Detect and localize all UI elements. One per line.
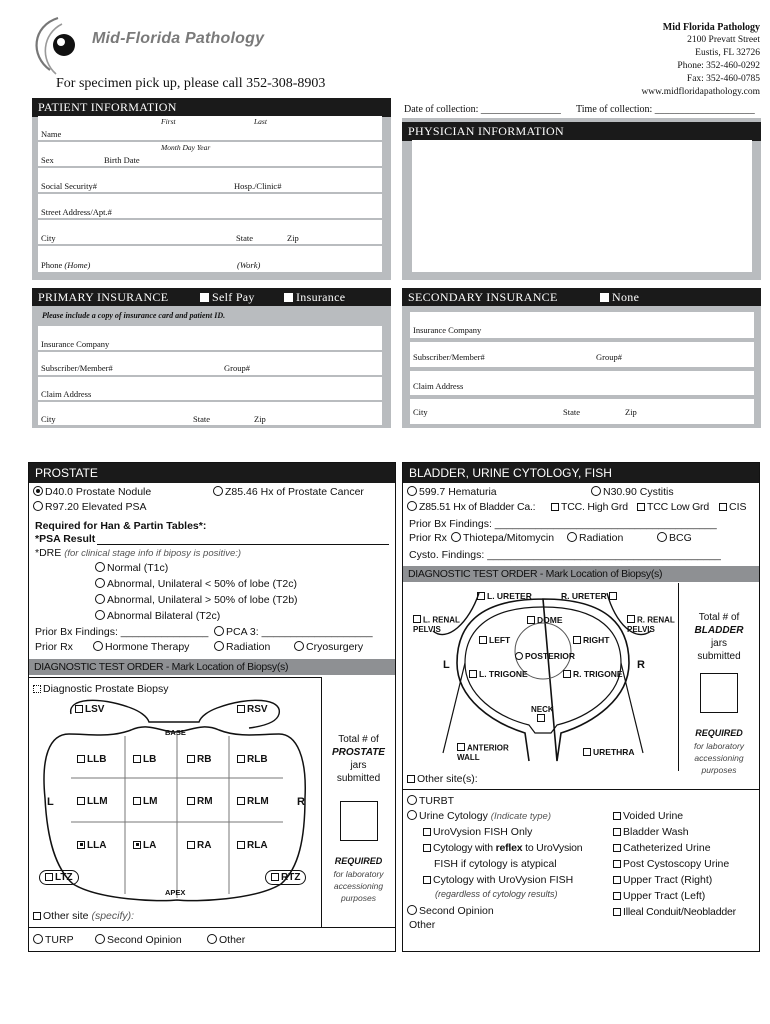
phone-line: Phone: 352-460-0292 — [677, 61, 760, 71]
primary-city-field[interactable]: City State Zip — [38, 402, 382, 425]
upper-tract-right-option[interactable]: Upper Tract (Right) — [613, 874, 712, 886]
self-pay-checkbox[interactable]: Self Pay — [200, 290, 255, 305]
bladder-diagnostic-order-bar: DIAGNOSTIC TEST ORDER - Mark Location of Biopsy(s) — [403, 566, 759, 582]
hematuria-option[interactable]: 599.7 Hematuria — [407, 486, 497, 498]
prostate-diagnostic-order-bar: DIAGNOSTIC TEST ORDER - Mark Location of Biopsy(s) — [29, 659, 395, 675]
prostate-title: PROSTATE — [29, 463, 395, 483]
prior-bx-field[interactable]: Prior Bx Findings: _______________ — [35, 626, 209, 638]
left-wall-site[interactable]: LEFT — [479, 635, 510, 645]
secondary-claim-field[interactable]: Claim Address — [410, 371, 754, 395]
base-label: BASE — [165, 728, 186, 737]
primary-subscriber-field[interactable]: Subscriber/Member# Group# — [38, 352, 382, 375]
required-label: Required for Han & Partin Tables*: — [35, 520, 207, 532]
cysto-findings-field[interactable]: Cysto. Findings: ________________________________________ — [409, 549, 721, 561]
regardless-note: (regardless of cytology results) — [435, 889, 558, 899]
upper-tract-left-option[interactable]: Upper Tract (Left) — [613, 890, 705, 902]
catheterized-urine-option[interactable]: Catheterized Urine — [613, 842, 711, 854]
dome-site[interactable]: DOME — [527, 615, 563, 625]
prostate-panel — [28, 462, 396, 952]
logo-text: Mid-Florida Pathology — [92, 30, 265, 47]
right-wall-site[interactable]: RIGHT — [573, 635, 609, 645]
patient-information-title: PATIENT INFORMATION — [32, 98, 391, 117]
diagnostic-biopsy-option[interactable]: Diagnostic Prostate Biopsy — [33, 683, 168, 695]
prostate-other-option[interactable]: Other — [207, 934, 245, 946]
radiation-option[interactable]: Radiation — [214, 641, 270, 653]
phone-field[interactable]: Phone (Home) (Work) — [38, 246, 382, 272]
date-of-collection[interactable]: Date of collection: ________________ — [404, 104, 561, 115]
lsv-site[interactable]: LSV — [75, 704, 104, 715]
secondary-city-field[interactable]: City State Zip — [410, 399, 754, 424]
dre-label: *DRE (for clinical stage info if biposy is positive:) — [35, 547, 242, 559]
cryosurgery-option[interactable]: Cryosurgery — [294, 641, 363, 653]
prostate-footer — [29, 927, 395, 951]
insurance-checkbox[interactable]: Insurance — [284, 290, 345, 305]
website: www.midfloridapathology.com — [641, 87, 760, 97]
psa-result-field[interactable]: *PSA Result — [35, 533, 389, 545]
prostate-other-site[interactable]: Other site (specify): — [33, 910, 134, 922]
lla-site[interactable]: LLA — [77, 840, 106, 851]
bladder-other-sites[interactable]: Other site(s): — [407, 773, 478, 785]
la-site[interactable]: LA — [133, 840, 156, 851]
dre-bilateral-option[interactable]: Abnormal Bilateral (T2c) — [95, 610, 220, 622]
rtz-site[interactable]: RTZ — [265, 870, 306, 885]
street-field[interactable]: Street Address/Apt.# — [38, 194, 382, 218]
pickup-phone: For specimen pick up, please call 352-308-8903 — [56, 76, 326, 91]
ra-site[interactable]: RA — [187, 840, 211, 851]
logo — [28, 12, 298, 82]
cytology-urovysion-option[interactable]: Cytology with UroVysion FISH — [423, 874, 573, 886]
dre-t2b-option[interactable]: Abnormal, Unilateral > 50% of lobe (T2b) — [95, 594, 298, 606]
lb-site[interactable]: LB — [133, 754, 156, 765]
llb-site[interactable]: LLB — [77, 754, 106, 765]
company-name: Mid Florida Pathology — [662, 22, 760, 33]
none-checkbox[interactable]: None — [600, 290, 639, 305]
dre-normal-option[interactable]: Normal (T1c) — [95, 562, 168, 574]
post-cystoscopy-option[interactable]: Post Cystoscopy Urine — [613, 858, 729, 870]
insurance-note: Please include a copy of insurance card and patient ID. — [42, 311, 226, 320]
tcc-low-option[interactable]: TCC Low Grd — [637, 501, 709, 513]
r-ureter-site[interactable]: R. URETER — [561, 591, 619, 601]
bladder-panel — [402, 462, 760, 952]
address-line-2: Eustis, FL 32726 — [695, 48, 760, 58]
cis-option[interactable]: CIS — [719, 501, 747, 513]
thiotepa-option[interactable]: Thiotepa/Mitomycin — [451, 532, 554, 544]
ileal-conduit-option[interactable]: Illeal Conduit/Neobladder — [613, 906, 736, 918]
voided-urine-option[interactable]: Voided Urine — [613, 810, 683, 822]
secondary-subscriber-field[interactable]: Subscriber/Member# Group# — [410, 342, 754, 367]
address-line-1: 2100 Prevatt Street — [687, 35, 760, 45]
prior-rx-label: Prior Rx — [35, 641, 73, 653]
fax-line: Fax: 352-460-0785 — [686, 74, 760, 84]
sex-birth-field[interactable]: Month Day Year Sex Birth Date — [38, 142, 382, 166]
turp-option[interactable]: TURP — [33, 934, 74, 946]
cytology-reflex-option[interactable]: Cytology with reflex to UroVysion — [423, 842, 582, 854]
prostate-jars-panel: Total # of PROSTATE jars submitted REQUIRED for laboratory accessioning purposes — [332, 734, 385, 903]
d40-option[interactable]: D40.0 Prostate Nodule — [33, 486, 151, 498]
pca3-field[interactable]: PCA 3: ___________________ — [214, 626, 373, 638]
physician-information-title: PHYSICIAN INFORMATION — [402, 122, 761, 141]
z85-option[interactable]: Z85.46 Hx of Prostate Cancer — [213, 486, 364, 498]
bladder-title: BLADDER, URINE CYTOLOGY, FISH — [403, 463, 759, 483]
turbt-option[interactable]: TURBT — [407, 795, 454, 807]
anterior-wall-site[interactable]: ANTERIOR WALL — [457, 743, 509, 762]
primary-insurance-title: PRIMARY INSURANCE Self Pay Insurance — [32, 288, 391, 306]
neck-site[interactable]: NECK — [531, 705, 554, 724]
rla-site[interactable]: RLA — [237, 840, 268, 851]
secondary-insurance-panel — [402, 288, 761, 428]
dre-t2c-unilateral-option[interactable]: Abnormal, Unilateral < 50% of lobe (T2c) — [95, 578, 297, 590]
urovysion-option[interactable]: UroVysion FISH Only — [423, 826, 532, 838]
bladder-l-label: L — [443, 659, 450, 671]
secondary-insurance-title: SECONDARY INSURANCE None — [402, 288, 761, 306]
urethra-site[interactable]: URETHRA — [583, 747, 635, 757]
posterior-site[interactable]: POSTERIOR — [515, 651, 575, 661]
bladder-jars-panel: Total # of BLADDER jars submitted REQUIRED for laboratory accessioning purposes — [693, 612, 745, 775]
primary-insurance-panel — [32, 288, 391, 428]
rsv-site[interactable]: RSV — [237, 704, 268, 715]
rb-site[interactable]: RB — [187, 754, 211, 765]
bladder-map — [403, 583, 679, 771]
z8551-option[interactable]: Z85.51 Hx of Bladder Ca.: — [407, 501, 535, 513]
r-renal-pelvis-site[interactable]: R. RENAL PELVIS — [627, 615, 675, 634]
prostate-jars-field[interactable] — [340, 801, 378, 841]
rlb-site[interactable]: RLB — [237, 754, 268, 765]
ltz-site[interactable]: LTZ — [39, 870, 79, 885]
rlm-site[interactable]: RLM — [237, 796, 269, 807]
physician-information-panel — [402, 118, 761, 280]
physician-information-field[interactable] — [412, 140, 752, 272]
bladder-second-opinion[interactable]: Second Opinion — [407, 905, 494, 917]
bladder-wash-option[interactable]: Bladder Wash — [613, 826, 689, 838]
bcg-option[interactable]: BCG — [657, 532, 692, 544]
city-field[interactable]: City State Zip — [38, 220, 382, 244]
apex-label: APEX — [165, 888, 186, 897]
right-side-label: R — [297, 796, 305, 808]
prostate-second-opinion[interactable]: Second Opinion — [95, 934, 182, 946]
fish-atypical-label: FISH if cytology is atypical — [434, 858, 557, 870]
urine-cytology-option[interactable]: Urine Cytology (Indicate type) — [407, 810, 551, 822]
cystitis-option[interactable]: N30.90 Cystitis — [591, 486, 674, 498]
primary-company-field[interactable]: Insurance Company — [38, 326, 382, 350]
bladder-radiation-option[interactable]: Radiation — [567, 532, 623, 544]
left-side-label: L — [47, 796, 54, 808]
patient-information-panel — [32, 98, 391, 280]
bladder-prior-rx-label: Prior Rx — [409, 532, 447, 544]
llm-site[interactable]: LLM — [77, 796, 108, 807]
r-trigone-site[interactable]: R. TRIGONE — [563, 669, 623, 679]
ssn-field[interactable]: Social Security# Hosp./Clinic# — [38, 168, 382, 192]
r97-option[interactable]: R97.20 Elevated PSA — [33, 501, 147, 513]
lm-site[interactable]: LM — [133, 796, 157, 807]
logo-mark-icon — [28, 12, 98, 82]
primary-claim-field[interactable]: Claim Address — [38, 377, 382, 400]
bladder-r-label: R — [637, 659, 645, 671]
company-address — [641, 21, 760, 99]
secondary-company-field[interactable]: Insurance Company — [410, 312, 754, 338]
bladder-jars-field[interactable] — [700, 673, 738, 713]
bladder-outline-icon — [403, 583, 679, 771]
l-trigone-site[interactable]: L. TRIGONE — [469, 669, 528, 679]
prostate-map — [29, 677, 322, 927]
l-renal-pelvis-site[interactable]: L. RENAL PELVIS — [413, 615, 460, 634]
tcc-high-option[interactable]: TCC. High Grd — [551, 501, 628, 513]
bladder-prior-bx-field[interactable]: Prior Bx Findings: ______________________________________ — [409, 518, 717, 530]
time-of-collection[interactable]: Time of collection: ____________________ — [576, 104, 755, 115]
bladder-other-label[interactable]: Other — [409, 919, 436, 931]
l-ureter-site[interactable]: L. URETER — [477, 591, 532, 601]
hormone-option[interactable]: Hormone Therapy — [93, 641, 189, 653]
name-field[interactable]: First Last Name — [38, 116, 382, 140]
rm-site[interactable]: RM — [187, 796, 213, 807]
